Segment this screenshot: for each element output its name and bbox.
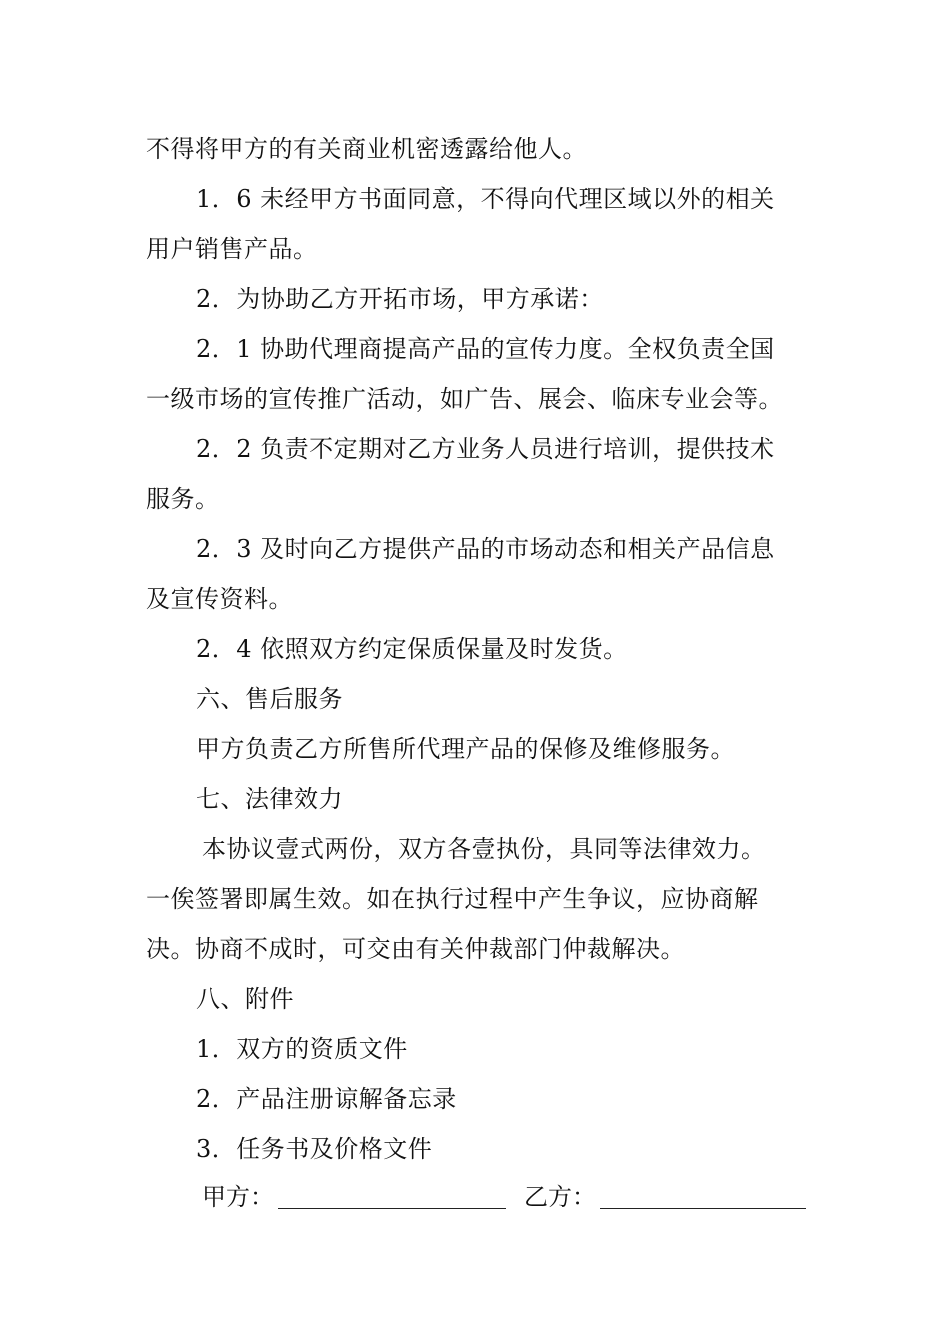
paragraph-line: 一俟签署即属生效。如在执行过程中产生争议，应协商解 [146,885,759,913]
clause-2-2: 2．2 负责不定期对乙方业务人员进行培训，提供技术 [196,435,775,463]
paragraph-line: 一级市场的宣传推广活动，如广告、展会、临床专业会等。 [146,385,783,413]
section-heading-attachments: 八、附件 [196,985,294,1013]
party-a-signature-line[interactable] [278,1208,506,1209]
paragraph-line: 服务。 [146,485,220,513]
party-a-label: 甲方： [202,1183,274,1211]
clause-2-3: 2．3 及时向乙方提供产品的市场动态和相关产品信息 [196,535,775,563]
paragraph-line: 及宣传资料。 [146,585,293,613]
paragraph-line: 本协议壹式两份，双方各壹执份，具同等法律效力。 [202,835,766,863]
attachment-item: 2．产品注册谅解备忘录 [196,1085,457,1113]
section-heading-legal-effect: 七、法律效力 [196,785,343,813]
section-heading-after-sales: 六、售后服务 [196,685,343,713]
clause-2: 2．为协助乙方开拓市场，甲方承诺： [196,285,604,313]
party-b-label: 乙方： [524,1183,596,1211]
attachment-item: 1．双方的资质文件 [196,1035,408,1063]
clause-2-4: 2．4 依照双方约定保质保量及时发货。 [196,635,628,663]
paragraph-line: 决。协商不成时，可交由有关仲裁部门仲裁解决。 [146,935,685,963]
clause-1-6: 1．6 未经甲方书面同意，不得向代理区域以外的相关 [196,185,775,213]
paragraph-line: 用户销售产品。 [146,235,318,263]
party-b-signature-line[interactable] [600,1208,806,1209]
clause-2-1: 2．1 协助代理商提高产品的宣传力度。全权负责全国 [196,335,775,363]
paragraph-line: 甲方负责乙方所售所代理产品的保修及维修服务。 [196,735,735,763]
signature-row [202,1180,812,1214]
attachment-item: 3．任务书及价格文件 [196,1135,433,1163]
paragraph-line: 不得将甲方的有关商业机密透露给他人。 [146,135,587,163]
